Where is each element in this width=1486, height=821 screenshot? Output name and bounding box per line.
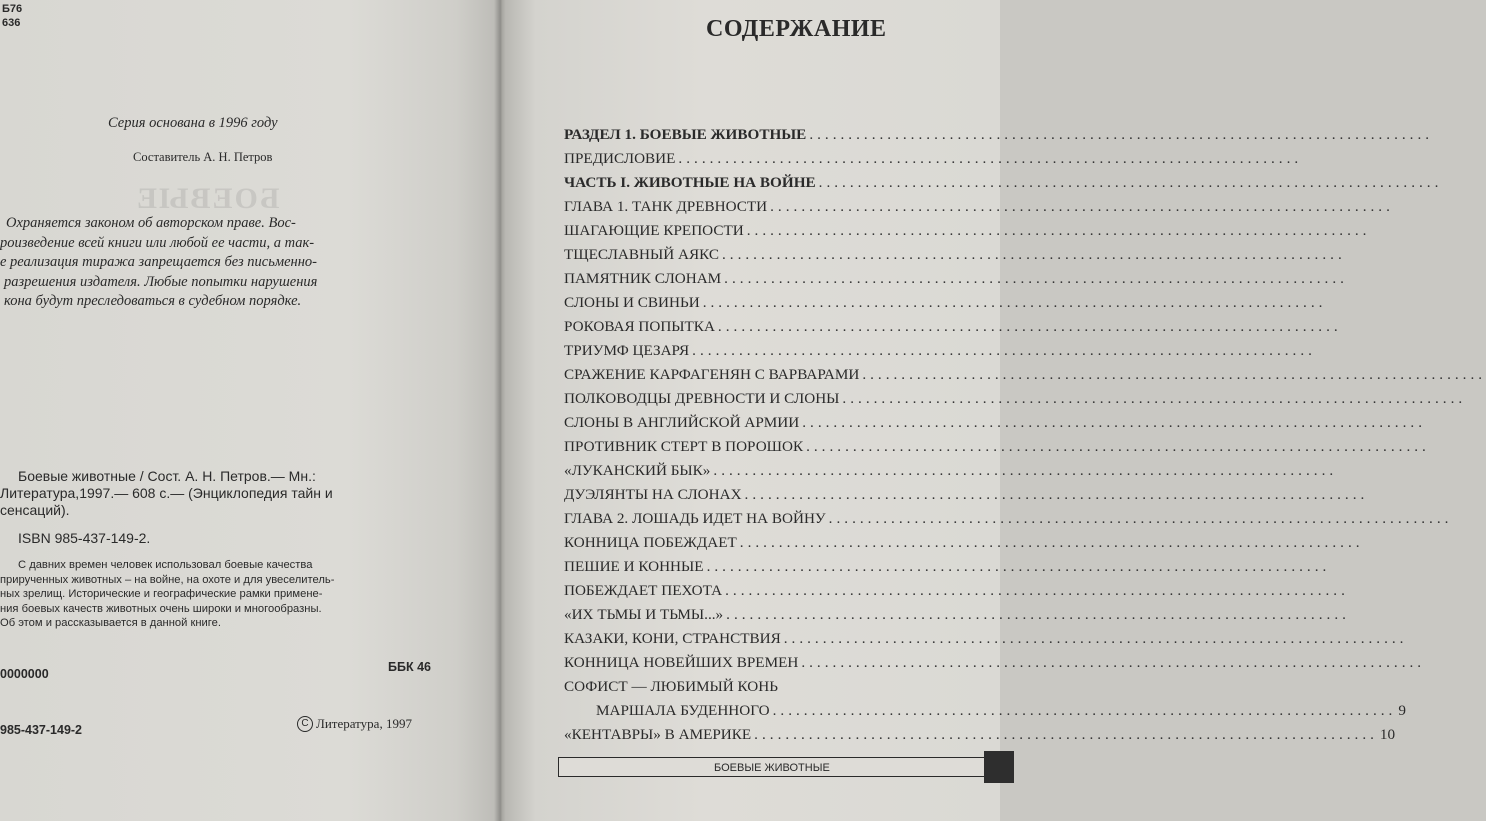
copyright-icon: C xyxy=(297,716,313,732)
udc-code-2: 636 xyxy=(2,17,21,29)
toc-entry xyxy=(564,456,1338,480)
toc-entry xyxy=(564,600,1350,624)
toc-leader-dots: ................................................................................ xyxy=(802,414,1426,431)
annotation-line: С давних времен человек использовал боевые качества xyxy=(18,559,313,571)
toc-entry-label: ШАГАЮЩИЕ КРЕПОСТИ xyxy=(564,222,744,239)
toc-entry xyxy=(564,480,1369,504)
footer-tab xyxy=(984,751,1014,783)
toc-entry xyxy=(564,648,1426,672)
udc-code-1: Б76 xyxy=(2,3,23,15)
toc-entry-label: КОННИЦА НОВЕЙШИХ ВРЕМЕН xyxy=(564,654,799,671)
toc-entry-label: ГЛАВА 1. ТАНК ДРЕВНОСТИ xyxy=(564,198,768,215)
left-page xyxy=(0,0,496,821)
toc-entry-label: ПАМЯТНИК СЛОНАМ xyxy=(564,270,722,287)
toc-entry xyxy=(564,288,1327,312)
toc-entry xyxy=(564,312,1342,336)
toc-entry xyxy=(564,696,1406,720)
bbk-code: ББК 46 xyxy=(388,660,431,674)
toc-entry-label: СЛОНЫ В АНГЛИЙСКОЙ АРМИИ xyxy=(564,414,800,431)
biblio-line: Литература,1997.— 608 с.— (Энциклопедия тайн и xyxy=(0,485,333,501)
toc-entry xyxy=(564,264,1348,288)
toc-entry xyxy=(564,552,1331,576)
toc-entry xyxy=(564,624,1408,648)
toc-entry-label: ПЕШИЕ И КОННЫЕ xyxy=(564,558,704,575)
toc-entry xyxy=(564,504,1453,528)
toc-entry xyxy=(564,336,1316,360)
toc-leader-dots: ................................................................................ xyxy=(702,294,1327,311)
toc-entry-label: СОФИСТ — ЛЮБИМЫЙ КОНЬ xyxy=(564,678,778,695)
series-line: Серия основана в 1996 году xyxy=(108,115,278,131)
copyright-line: е реализация тиража запрещается без письменно- xyxy=(0,254,317,270)
annotation-line: ния боевых качеств животных очень широки и многообразны. xyxy=(0,602,322,615)
toc-leader-dots: ................................................................................ xyxy=(801,654,1426,671)
toc-leader-dots: ................................................................................ xyxy=(726,606,1350,623)
toc-entry xyxy=(564,672,1004,696)
toc-leader-dots: ................................................................................ xyxy=(818,174,1443,191)
toc-leader-dots: ................................................................................ xyxy=(862,366,1486,383)
toc-entry-label: ПРЕДИСЛОВИЕ xyxy=(564,150,676,167)
bleed-through-title: БОЕВЫЕ xyxy=(135,182,280,215)
toc-leader-dots: ................................................................................ xyxy=(842,390,1467,407)
toc-leader-dots: ................................................................................ xyxy=(739,534,1364,551)
toc-entry-label: ПРОТИВНИК СТЕРТ В ПОРОШОК xyxy=(564,438,804,455)
toc-leader-dots: ................................................................................ xyxy=(744,486,1369,503)
toc-entry-label: МАРШАЛА БУДЕННОГО xyxy=(596,702,770,719)
toc-entry-label: ЧАСТЬ I. ЖИВОТНЫЕ НА ВОЙНЕ xyxy=(564,174,816,191)
toc-leader-dots: ................................................................................ xyxy=(828,510,1453,527)
copyright-line: роизведение всей книги или любой ее части, а так- xyxy=(0,234,315,251)
toc-leader-dots: ................................................................................ xyxy=(724,270,1348,287)
toc-entry-label: КОННИЦА ПОБЕЖДАЕТ xyxy=(564,534,737,551)
toc-leader-dots: ................................................................................ xyxy=(806,438,1430,455)
toc-leader-dots: ................................................................................ xyxy=(706,558,1331,575)
toc-leader-dots: ................................................................................ xyxy=(692,342,1316,359)
bibliographic-record xyxy=(0,468,450,519)
toc-entry-label: СЛОНЫ И СВИНЬИ xyxy=(564,294,700,311)
toc-entry-label: КАЗАКИ, КОНИ, СТРАНСТВИЯ xyxy=(564,630,781,647)
toc-leader-dots: ................................................................................ xyxy=(809,126,1434,143)
toc-entry-label: РОКОВАЯ ПОПЫТКА xyxy=(564,318,715,335)
toc-entry xyxy=(564,168,1443,192)
toc-entry-label: СРАЖЕНИЕ КАРФАГЕНЯН С ВАРВАРАМИ xyxy=(564,366,860,383)
copyright-line: разрешения издателя. Любые попытки нарушения xyxy=(4,273,318,290)
copyright-line: Охраняется законом об авторском праве. Вос- xyxy=(6,215,296,231)
annotation-line: Об этом и рассказывается в данной книге. xyxy=(0,617,221,629)
toc-leader-dots: ................................................................................ xyxy=(754,726,1378,743)
biblio-line: Боевые животные / Сост. А. Н. Петров.— Мн.: xyxy=(18,468,316,484)
toc-entry xyxy=(564,216,1371,240)
toc-leader-dots: ................................................................................ xyxy=(713,462,1338,479)
toc-entry xyxy=(564,432,1430,456)
isbn-bottom: 985-437-149-2 xyxy=(0,723,83,737)
isbn: ISBN 985-437-149-2. xyxy=(18,530,151,546)
annotation-line: прирученных животных – на войне, на охоте и для увеселитель- xyxy=(0,573,335,586)
toc-entry xyxy=(564,720,1396,744)
footer-label: БОЕВЫЕ ЖИВОТНЫЕ xyxy=(714,762,830,774)
toc-entry xyxy=(564,240,1346,264)
toc-entry-label: ГЛАВА 2. ЛОШАДЬ ИДЕТ НА ВОЙНУ xyxy=(564,510,826,527)
toc-leader-dots: ................................................................................ xyxy=(721,246,1346,263)
toc-leader-dots: ................................................................................ xyxy=(783,630,1408,647)
toc-entry xyxy=(564,528,1364,552)
toc-entry-label: ПОЛКОВОДЦЫ ДРЕВНОСТИ И СЛОНЫ xyxy=(564,390,840,407)
publisher-copyright xyxy=(297,716,412,732)
copyright-line: кона будут преследоваться в судебном порядке. xyxy=(4,293,302,309)
toc-leader-dots: ................................................................................ xyxy=(725,582,1349,599)
toc-entry-label: ТЩЕСЛАВНЫЙ АЯКС xyxy=(564,246,719,263)
catalog-code: 0000000 xyxy=(0,667,49,681)
toc-entry xyxy=(564,576,1349,600)
toc-title: СОДЕРЖАНИЕ xyxy=(706,16,887,42)
toc-entry xyxy=(564,360,1486,384)
annotation-line: ных зрелищ. Исторические и географические рамки примене- xyxy=(0,588,323,600)
toc-entry-label: РАЗДЕЛ 1. БОЕВЫЕ ЖИВОТНЫЕ xyxy=(564,126,807,143)
toc-entry xyxy=(564,120,1434,144)
toc-leader-dots: ................................................................................ xyxy=(746,222,1371,239)
toc-entry xyxy=(564,144,1303,168)
toc-entry-label: «ЛУКАНСКИЙ БЫК» xyxy=(564,462,711,479)
toc-entry-page: 9 xyxy=(1398,702,1406,719)
toc-entry xyxy=(564,192,1394,216)
biblio-line: сенсаций). xyxy=(0,502,70,518)
toc-entry-label: ДУЭЛЯНТЫ НА СЛОНАХ xyxy=(564,486,742,503)
toc-entry-label: «ИХ ТЬМЫ И ТЬМЫ...» xyxy=(564,606,724,623)
publisher-copyright-text: Литература, 1997 xyxy=(316,716,412,731)
toc-entry-label: ТРИУМФ ЦЕЗАРЯ xyxy=(564,342,690,359)
toc-entry-page: 10 xyxy=(1379,726,1396,743)
toc-entry xyxy=(564,384,1467,408)
toc-leader-dots: ................................................................................ xyxy=(770,198,1394,215)
toc-leader-dots: ................................................................................ xyxy=(678,150,1303,167)
copyright-notice xyxy=(0,214,440,312)
toc-leader-dots: ................................................................................ xyxy=(717,318,1342,335)
compiler-line: Составитель А. Н. Петров xyxy=(133,150,273,164)
toc-entry-label: ПОБЕЖДАЕТ ПЕХОТА xyxy=(564,582,723,599)
toc-leader-dots: ................................................................................ xyxy=(772,702,1397,719)
toc-list xyxy=(564,120,1486,744)
annotation xyxy=(0,558,450,631)
toc-entry-label: «КЕНТАВРЫ» В АМЕРИКЕ xyxy=(564,726,752,743)
toc-entry xyxy=(564,408,1426,432)
right-page xyxy=(506,0,1486,821)
